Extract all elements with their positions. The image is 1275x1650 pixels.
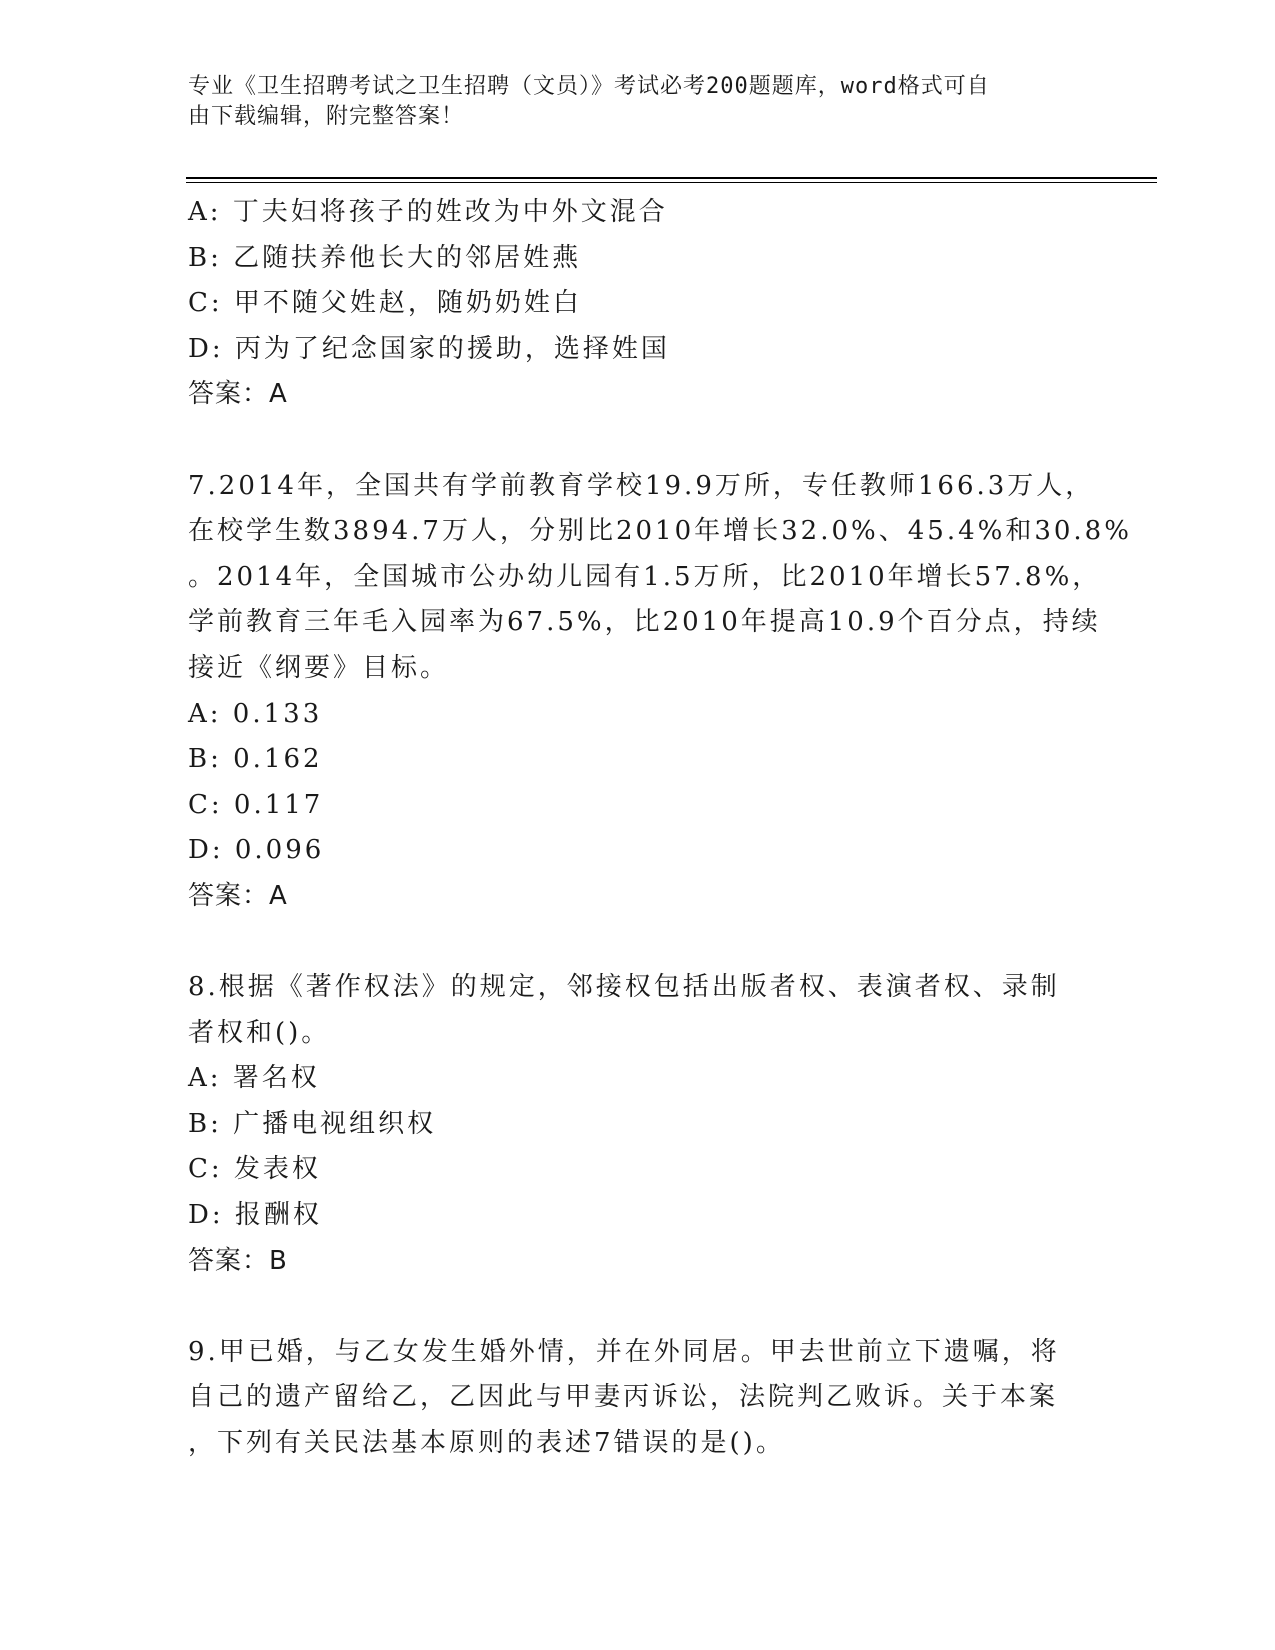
question-text-line: 8.根据《著作权法》的规定，邻接权包括出版者权、表演者权、录制 xyxy=(188,972,1060,1003)
option-b: B: 乙随扶养他长大的邻居姓燕 xyxy=(188,242,582,273)
question-text-line: 。2014年，全国城市公办幼儿园有1.5万所，比2010年增长57.8%， xyxy=(188,561,1102,592)
answer-line: 答案：A xyxy=(188,880,288,911)
spacer xyxy=(188,1284,1088,1330)
option-d: D: 报酬权 xyxy=(188,1200,322,1231)
option-b: B: 0.162 xyxy=(188,744,323,775)
header-line-1: 专业《卫生招聘考试之卫生招聘（文员）》考试必考200题题库，word格式可自 xyxy=(188,74,990,99)
question-block-8 xyxy=(188,965,1088,1284)
header-rule-thick xyxy=(186,177,1157,179)
question-text-line: 学前教育三年毛入园率为67.5%，比2010年提高10.9个百分点，持续 xyxy=(188,607,1101,638)
document-body xyxy=(188,190,1132,1467)
question-text-line: ，下列有关民法基本原则的表述7错误的是()。 xyxy=(188,1428,785,1459)
header-rule-thin xyxy=(186,182,1157,183)
header-line-2: 由下载编辑，附完整答案！ xyxy=(188,104,465,129)
question-text-line: 7.2014年，全国共有学前教育学校19.9万所，专任教师166.3万人， xyxy=(188,470,1095,501)
option-c: C: 0.117 xyxy=(188,789,324,820)
option-a: A: 署名权 xyxy=(188,1063,320,1094)
option-d: D: 0.096 xyxy=(188,835,325,866)
option-d: D: 丙为了纪念国家的援助，选择姓国 xyxy=(188,333,670,364)
option-a: A: 丁夫妇将孩子的姓改为中外文混合 xyxy=(188,197,668,227)
spacer xyxy=(188,418,1088,464)
option-a: A: 0.133 xyxy=(188,698,323,729)
document-header xyxy=(188,72,1068,132)
question-text-line: 者权和()。 xyxy=(188,1017,331,1048)
option-c: C: 甲不随父姓赵，随奶奶姓白 xyxy=(188,288,582,319)
question-text-line: 接近《纲要》目标。 xyxy=(188,652,450,683)
question-block-7 xyxy=(188,464,1132,920)
spacer xyxy=(188,920,1088,966)
question-block-6 xyxy=(188,190,1088,418)
question-text-line: 9.甲已婚，与乙女发生婚外情，并在外同居。甲去世前立下遗嘱，将 xyxy=(188,1336,1060,1367)
question-block-9 xyxy=(188,1330,1088,1467)
option-c: C: 发表权 xyxy=(188,1154,321,1185)
answer-line: 答案：A xyxy=(188,379,288,410)
answer-line: 答案：B xyxy=(188,1245,288,1276)
question-text-line: 在校学生数3894.7万人，分别比2010年增长32.0%、45.4%和30.8% xyxy=(188,516,1132,547)
question-text-line: 自己的遗产留给乙，乙因此与甲妻丙诉讼，法院判乙败诉。关于本案 xyxy=(188,1382,1059,1413)
option-b: B: 广播电视组织权 xyxy=(188,1108,437,1139)
